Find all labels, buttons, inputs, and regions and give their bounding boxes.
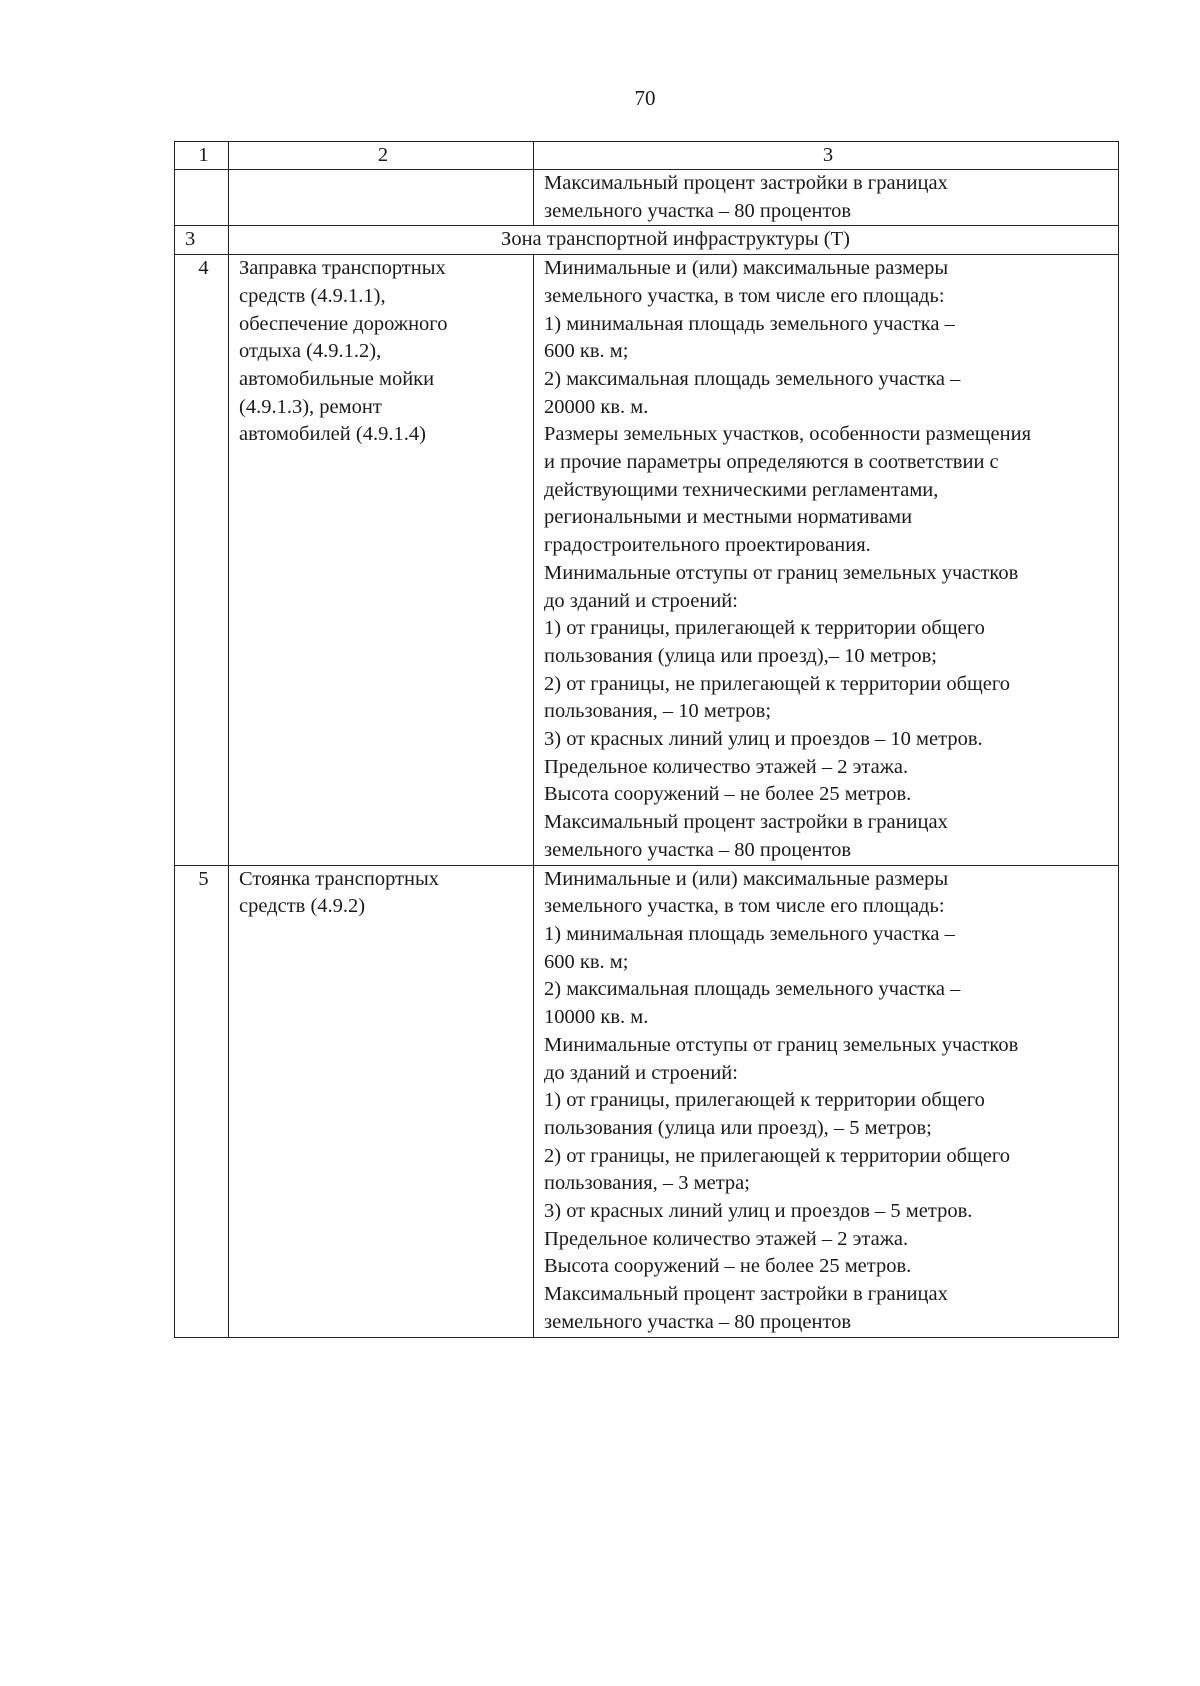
cell-text-line: Минимальные отступы от границ земельных участков bbox=[544, 1033, 1019, 1056]
cell-text-line: отдыха (4.9.1.2), bbox=[239, 340, 382, 363]
table-row bbox=[175, 865, 1119, 1337]
cell-text-line: 20000 кв. м. bbox=[544, 395, 649, 418]
header-col-3: 3 bbox=[534, 142, 1119, 170]
cell-text-line: автомобильные мойки bbox=[239, 367, 435, 390]
cell-text-line: земельного участка, в том числе его площадь: bbox=[544, 284, 945, 307]
cell-text-line: до зданий и строений: bbox=[544, 589, 738, 612]
cell-text-line: Максимальный процент застройки в границах bbox=[544, 811, 948, 834]
cell-text-line: Минимальные отступы от границ земельных участков bbox=[544, 561, 1019, 584]
table-header-row bbox=[175, 142, 1119, 170]
cell-text-line: земельного участка – 80 процентов bbox=[544, 838, 852, 861]
cell-text-line: Максимальный процент застройки в границах bbox=[544, 1283, 948, 1306]
cell-text-line: 2) максимальная площадь земельного участка – bbox=[544, 367, 961, 390]
zone-row bbox=[175, 226, 1119, 255]
cell-text-line: 3) от красных линий улиц и проездов – 5 метров. bbox=[544, 1200, 973, 1223]
continuation-col-3 bbox=[534, 170, 1119, 226]
cell-text-line: действующими техническими регламентами, bbox=[544, 478, 939, 501]
cell-text-line: градостроительного проектирования. bbox=[544, 534, 871, 557]
cell-text-line: 600 кв. м; bbox=[544, 340, 629, 363]
continuation-col-2 bbox=[229, 170, 534, 226]
row-parameters bbox=[534, 255, 1119, 865]
cell-text-line: 1) от границы, прилегающей к территории общего bbox=[544, 617, 985, 640]
table-row bbox=[175, 255, 1119, 865]
cell-text-line: Размеры земельных участков, особенности размещения bbox=[544, 423, 1032, 446]
row-use-type bbox=[229, 255, 534, 865]
cell-text-line: 10000 кв. м. bbox=[544, 1006, 649, 1029]
cell-text-line: Высота сооружений – не более 25 метров. bbox=[544, 783, 912, 806]
cell-text-line: Минимальные и (или) максимальные размеры bbox=[544, 867, 949, 890]
row-number: 4 bbox=[175, 255, 229, 865]
cell-text-line: 2) от границы, не прилегающей к территории общего bbox=[544, 672, 1011, 695]
cell-text-line: Предельное количество этажей – 2 этажа. bbox=[544, 755, 909, 778]
cell-text-line: пользования (улица или проезд),– 10 метров; bbox=[544, 644, 937, 667]
cell-text-line: 2) максимальная площадь земельного участка – bbox=[544, 978, 961, 1001]
header-col-2: 2 bbox=[229, 142, 534, 170]
cell-text-line: региональными и местными нормативами bbox=[544, 506, 913, 529]
cell-text-line: (4.9.1.3), ремонт bbox=[239, 395, 382, 418]
row-parameters bbox=[534, 865, 1119, 1337]
cell-text-line: земельного участка – 80 процентов bbox=[544, 1310, 852, 1333]
cell-text-line: земельного участка, в том числе его площадь: bbox=[544, 895, 945, 918]
cell-text-line: Стоянка транспортных bbox=[239, 867, 440, 890]
cell-text-line: 1) минимальная площадь земельного участка – bbox=[544, 922, 955, 945]
cell-text-line: и прочие параметры определяются в соответствии с bbox=[544, 451, 999, 474]
continuation-col-1 bbox=[175, 170, 229, 226]
zoning-table bbox=[174, 141, 1119, 1338]
cell-text-line: до зданий и строений: bbox=[544, 1061, 738, 1084]
cell-text-line: 600 кв. м; bbox=[544, 950, 629, 973]
zone-number: 3 bbox=[175, 226, 229, 255]
cell-text-line: Высота сооружений – не более 25 метров. bbox=[544, 1255, 912, 1278]
cell-text-line: средств (4.9.2) bbox=[239, 895, 366, 918]
cell-text-line: Заправка транспортных bbox=[239, 257, 446, 280]
continuation-row bbox=[175, 170, 1119, 226]
cell-text-line: автомобилей (4.9.1.4) bbox=[239, 423, 426, 446]
row-number: 5 bbox=[175, 865, 229, 1337]
cell-text-line: 1) от границы, прилегающей к территории общего bbox=[544, 1089, 985, 1112]
cell-text-line: 3) от красных линий улиц и проездов – 10 метров. bbox=[544, 728, 983, 751]
cell-text-line: земельного участка – 80 процентов bbox=[544, 199, 852, 222]
cell-text-line: пользования, – 3 метра; bbox=[544, 1172, 750, 1195]
page-number: 70 bbox=[634, 86, 656, 110]
header-col-1: 1 bbox=[175, 142, 229, 170]
cell-text-line: пользования (улица или проезд), – 5 метров; bbox=[544, 1116, 932, 1139]
row-use-type bbox=[229, 865, 534, 1337]
cell-text-line: Предельное количество этажей – 2 этажа. bbox=[544, 1227, 909, 1250]
cell-text-line: Минимальные и (или) максимальные размеры bbox=[544, 257, 949, 280]
cell-text-line: Максимальный процент застройки в границах bbox=[544, 172, 948, 194]
cell-text-line: пользования, – 10 метров; bbox=[544, 700, 772, 723]
zone-title: Зона транспортной инфраструктуры (Т) bbox=[229, 226, 1119, 255]
cell-text-line: 2) от границы, не прилегающей к территории общего bbox=[544, 1144, 1011, 1167]
cell-text-line: 1) минимальная площадь земельного участка – bbox=[544, 312, 955, 335]
cell-text-line: средств (4.9.1.1), bbox=[239, 284, 386, 307]
cell-text-line: обеспечение дорожного bbox=[239, 312, 448, 335]
